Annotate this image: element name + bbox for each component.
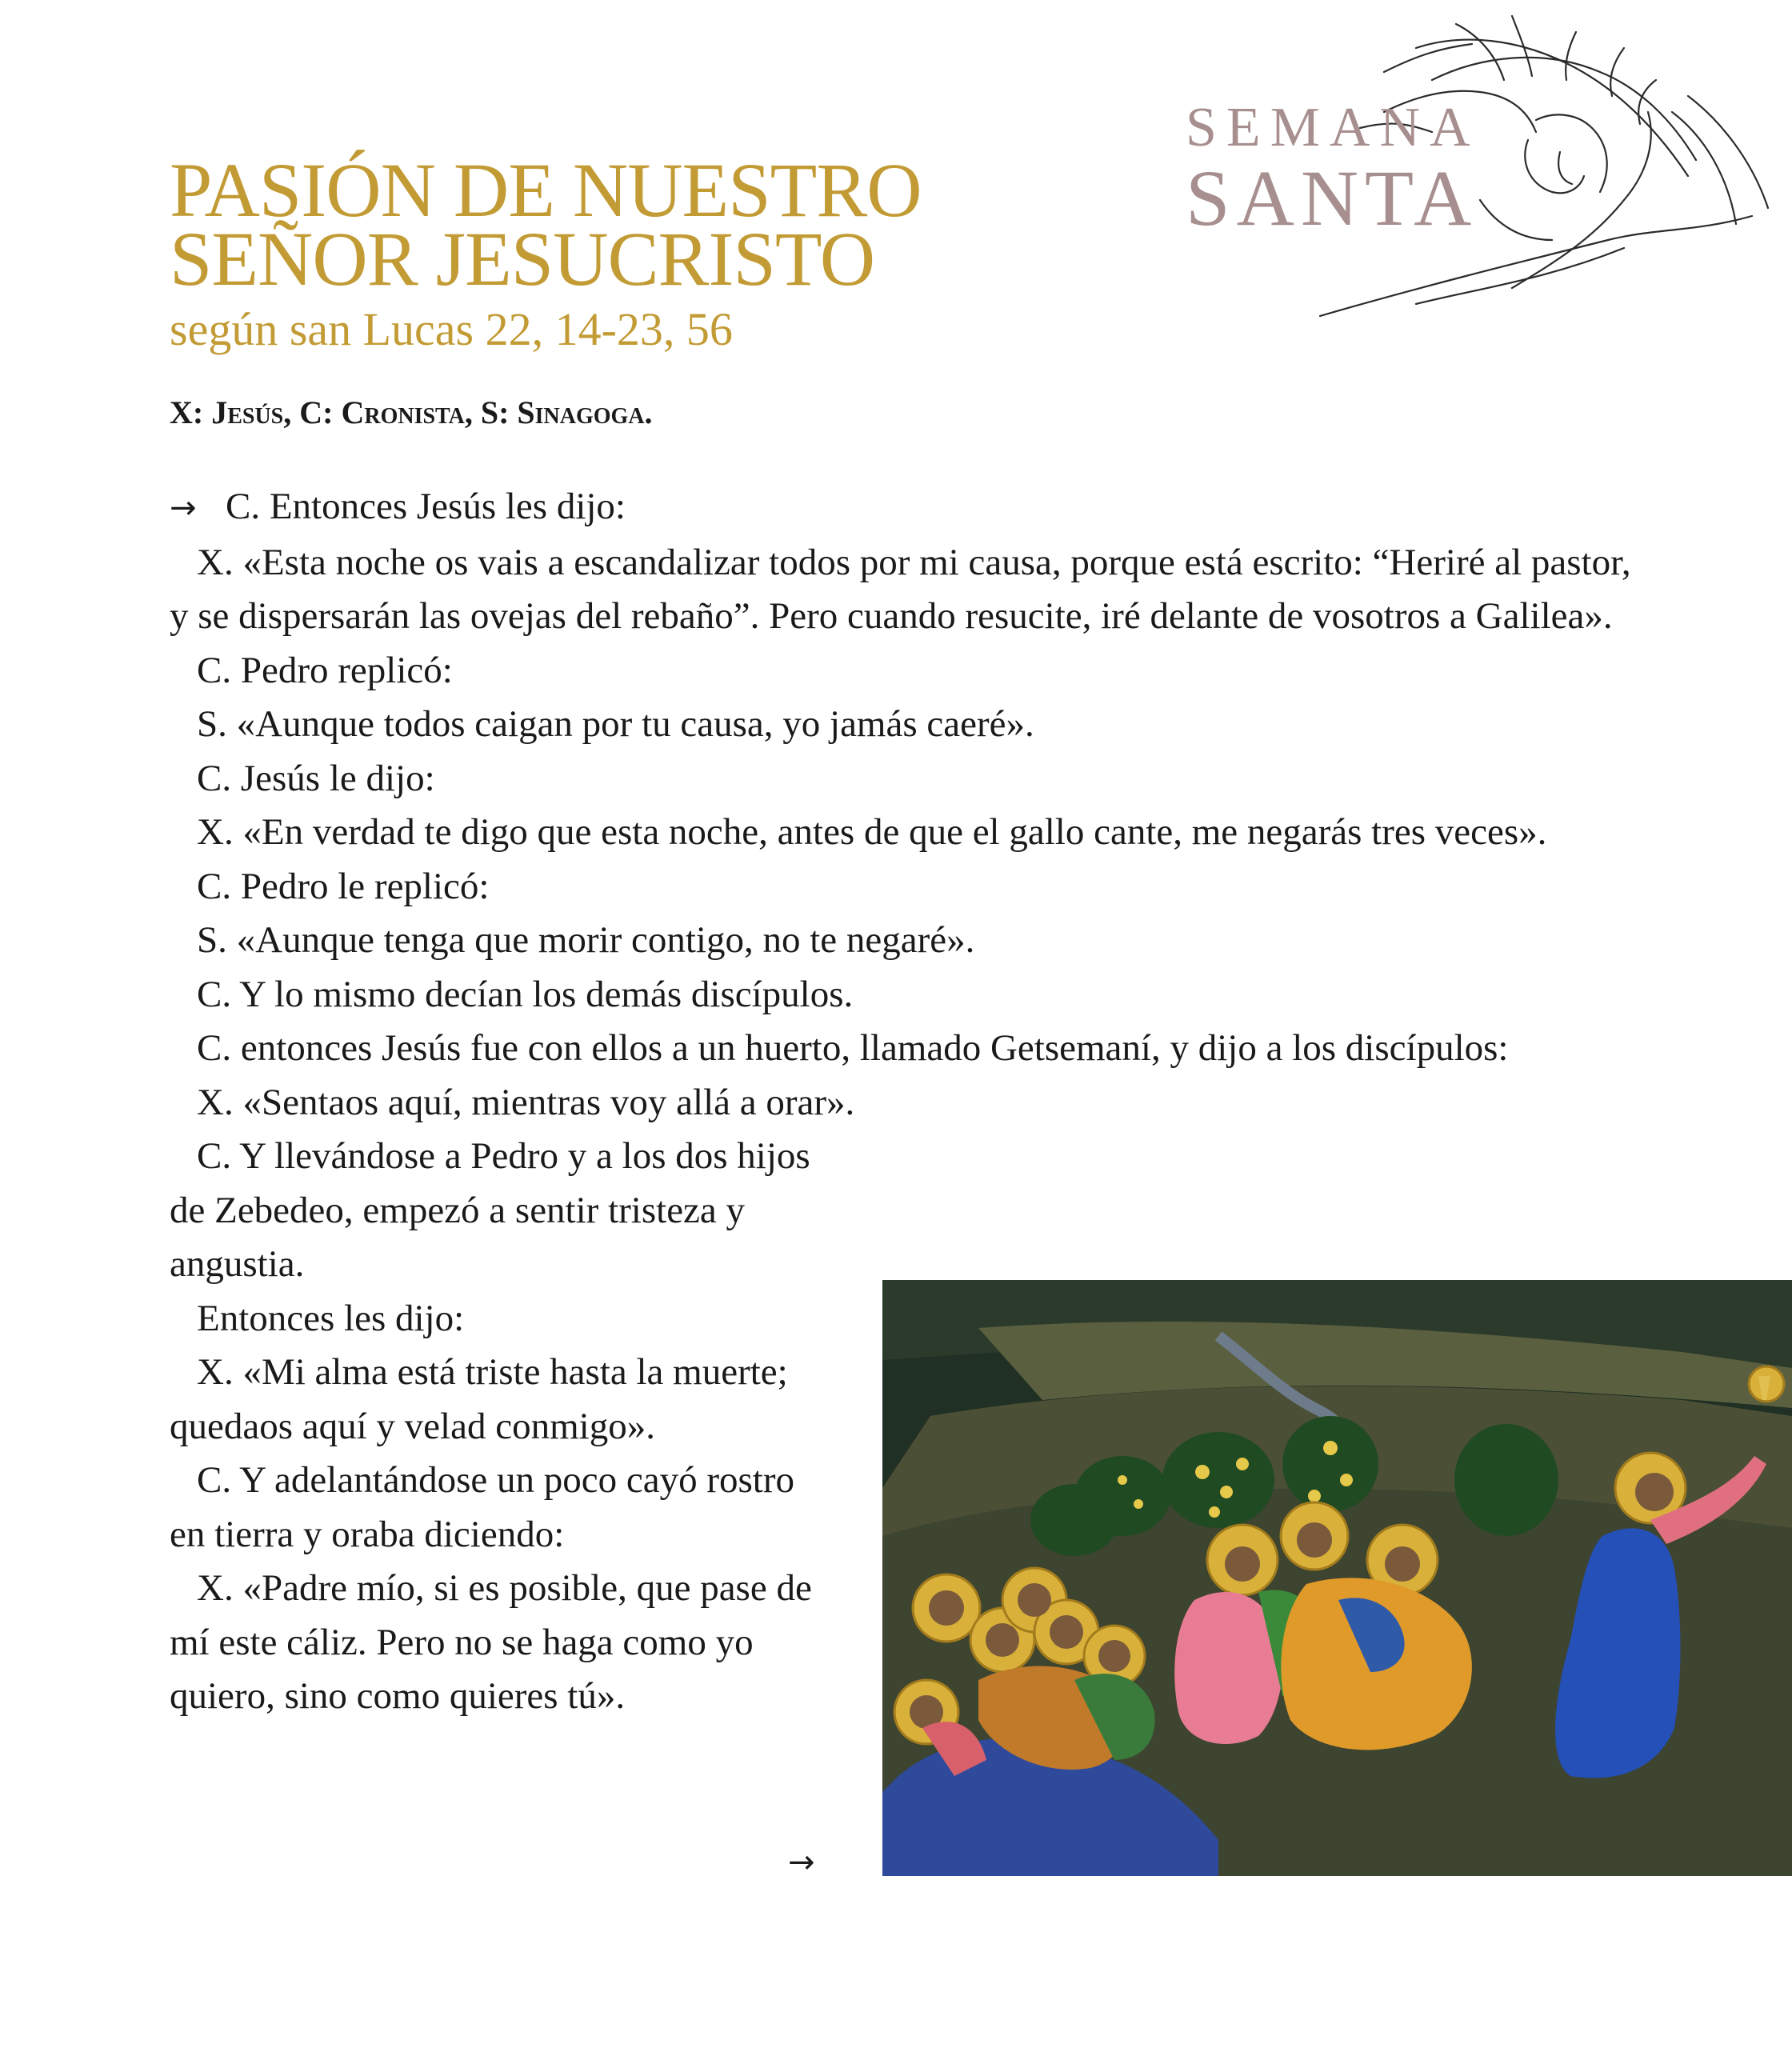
paragraph: X. «Esta noche os vais a escandalizar todos por mi causa, porque está escrito: “Heriré al pastor, y se dispersarán las ovejas del rebaño”. Pero cuando resucite, iré delante de vosotros a Galilea». bbox=[170, 541, 1631, 637]
page-title bbox=[170, 147, 1170, 302]
paragraph: C. Y adelantándose un poco cayó rostro en tierra y oraba diciendo: bbox=[170, 1459, 794, 1555]
agony-in-the-garden-painting bbox=[882, 1280, 1792, 1876]
paragraph: X. «Mi alma está triste hasta la muerte; quedaos aquí y velad conmigo». bbox=[170, 1351, 788, 1447]
paragraph: C. entonces Jesús fue con ellos a un huerto, llamado Getsemaní, y dijo a los discípulos: bbox=[197, 1027, 1509, 1069]
page-subtitle: según san Lucas 22, 14-23, 56 bbox=[170, 303, 733, 355]
paragraph: C. Jesús le dijo: bbox=[197, 757, 435, 799]
paragraph: X. «Padre mío, si es posible, que pase de mí este cáliz. Pero no se haga como yo quiero, sino como quieres tú». bbox=[170, 1567, 812, 1717]
arrow-right-icon: → bbox=[788, 1844, 815, 1881]
title-line-2: SEÑOR JESUCRISTO bbox=[170, 216, 875, 302]
paragraph: X. «Sentaos aquí, mientras voy allá a orar». bbox=[197, 1081, 855, 1123]
paragraph: X. «En verdad te digo que esta noche, antes de que el gallo cante, me negarás tres veces». bbox=[197, 811, 1547, 853]
paragraph: C. Y llevándose a Pedro y a los dos hijos de Zebedeo, empezó a sentir tristeza y angustia. bbox=[170, 1135, 810, 1285]
logo-santa: SANTA bbox=[1186, 154, 1478, 242]
paragraph: S. «Aunque todos caigan por tu causa, yo jamás caeré». bbox=[197, 703, 1034, 745]
paragraph: Entonces les dijo: bbox=[197, 1297, 465, 1339]
paragraph: S. «Aunque tenga que morir contigo, no te negaré». bbox=[197, 919, 975, 961]
paragraph: C. Pedro replicó: bbox=[197, 649, 453, 691]
title-line-1: PASIÓN DE NUESTRO bbox=[170, 147, 922, 233]
paragraph: → C. Entonces Jesús les dijo: bbox=[170, 480, 1634, 536]
paragraph: C. Pedro le replicó: bbox=[197, 865, 490, 907]
arrow-right-icon: → bbox=[170, 490, 197, 526]
logo-semana: SEMANA bbox=[1186, 97, 1480, 158]
cast-legend: X: Jesús, C: Cronista, S: Sinagoga. bbox=[170, 394, 653, 430]
paragraph: C. Y lo mismo decían los demás discípulos. bbox=[197, 973, 854, 1015]
